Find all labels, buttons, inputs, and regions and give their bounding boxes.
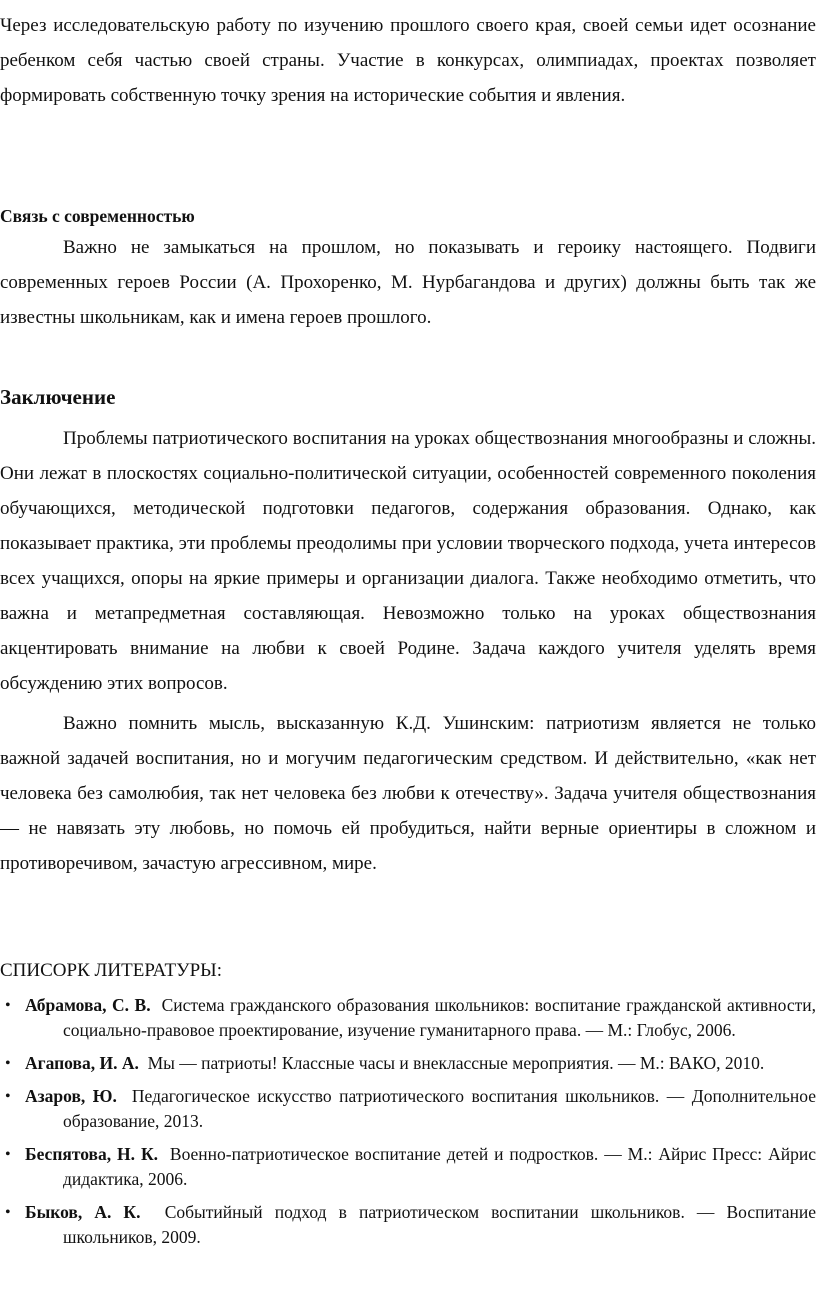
- bullet-icon: •: [5, 1204, 11, 1221]
- reference-title: Военно-патриотическое воспитание детей и подростков. — М.: Айрис Пресс: Айрис дидактика, 2006.: [63, 1144, 816, 1189]
- conclusion-paragraph-1: Проблемы патриотического воспитания на уроках обществознания многообразны и сложны. Они лежат в плоскостях социально-политической ситуации, особенностей современного поколения обучающихся, методической подготовки педагогов, содержания образования. Однако, как показывает практика, эти проблемы преодолимы при условии творческого подхода, учета интересов всех учащихся, опоры на яркие примеры и организации диалога. Также необходимо отметить, что важна и метапредметная составляющая. Невозможно только на уроках обществознания акцентировать внимание на любви к своей Родине. Задача каждого учителя уделять время обсуждению этих вопросов.: [0, 428, 816, 694]
- reference-author: Агапова, И. А.: [25, 1053, 144, 1073]
- reference-title: Событийный подход в патриотическом воспитании школьников. — Воспитание школьников, 2009.: [63, 1202, 816, 1247]
- bullet-icon: •: [5, 1055, 11, 1072]
- modern-paragraph: Важно не замыкаться на прошлом, но показывать и героику настоящего. Подвиги современных героев России (А. Прохоренко, М. Нурбагандова и других) должны быть так же известны школьникам, как и имена героев прошлого.: [0, 237, 816, 328]
- conclusion-heading: Заключение: [0, 385, 116, 409]
- reference-author: Абрамова, С. В.: [25, 995, 157, 1015]
- reference-title: Система гражданского образования школьников: воспитание гражданской активности, социально-правовое проектирование, изучение гуманитарного права. — М.: Глобус, 2006.: [63, 995, 816, 1040]
- intro-paragraph: Через исследовательскую работу по изучению прошлого своего края, своей семьи идет осознание ребенком себя частью своей страны. Участие в конкурсах, олимпиадах, проектах позволяет формировать собственную точку зрения на исторические события и явления.: [0, 15, 816, 106]
- references-heading: СПИСОРК ЛИТЕРАТУРЫ:: [0, 960, 222, 981]
- reference-author: Беспятова, Н. К.: [25, 1144, 164, 1164]
- bullet-icon: •: [5, 1146, 11, 1163]
- reference-title: Педагогическое искусство патриотического воспитания школьников. — Дополнительное образование, 2013.: [63, 1086, 816, 1131]
- bullet-icon: •: [5, 1088, 11, 1105]
- conclusion-paragraph-2: Важно помнить мысль, высказанную К.Д. Ушинским: патриотизм является не только важной задачей воспитания, но и могучим педагогическим средством. И действительно, «как нет человека без самолюбия, так нет человека без любви к отечеству». Задача учителя обществознания — не навязать эту любовь, но помочь ей пробудиться, найти верные ориентиры в сложном и противоречивом, зачастую агрессивном, мире.: [0, 713, 816, 874]
- reference-author: Азаров, Ю.: [25, 1086, 125, 1106]
- reference-item: [0, 993, 816, 1043]
- reference-title: Мы — патриоты! Классные часы и внеклассные мероприятия. — М.: ВАКО, 2010.: [147, 1053, 765, 1073]
- references-list: [0, 993, 816, 1258]
- bullet-icon: •: [5, 997, 11, 1014]
- reference-item: [0, 1051, 816, 1076]
- modern-heading: Связь с современностью: [0, 206, 195, 226]
- reference-item: [0, 1142, 816, 1192]
- reference-item: [0, 1084, 816, 1134]
- reference-item: [0, 1200, 816, 1250]
- reference-author: Быков, А. К.: [25, 1202, 153, 1222]
